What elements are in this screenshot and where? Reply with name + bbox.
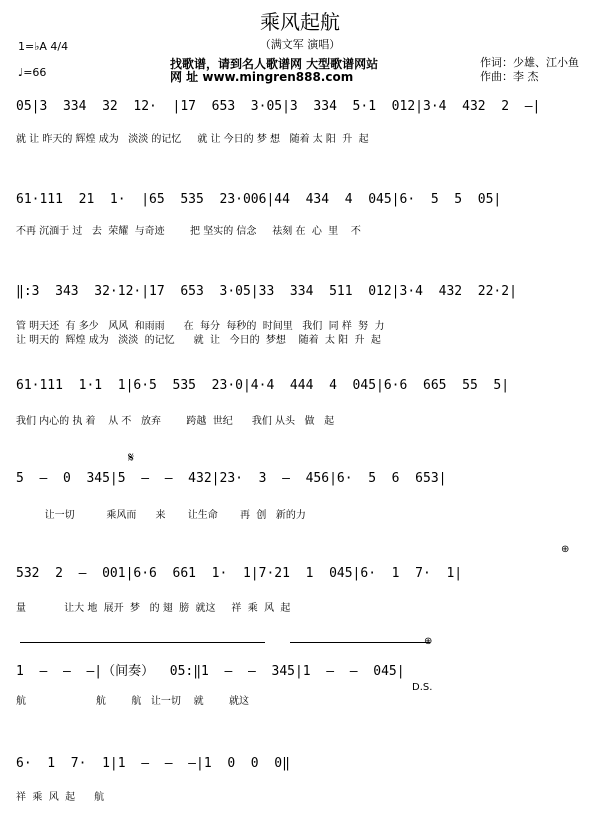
lyric-line: 量 让大 地 展开 梦 的 翅 膀 就这 祥 乘 风 起: [16, 603, 291, 614]
ds-marking: D.S.: [412, 682, 433, 693]
segno-sign: 𝄋: [128, 450, 135, 466]
coda-sign: ⊕: [561, 544, 570, 555]
notation-line: 532 2 – 001|6·6 661 1· 1|7·21 1 045|6· 1 7· 1|: [16, 566, 463, 581]
lyric-line: 祥 乘 风 起 航: [16, 792, 105, 803]
lyric-line: 不再 沉湎于 过 去 荣耀 与奇迹 把 坚实的 信念 祛刻 在 心 里 不: [16, 226, 361, 237]
key-signature: 1=♭A 4/4: [18, 40, 69, 53]
lyric-line: 航 航 航 让一切 就 就这: [16, 696, 250, 707]
lyricist-credit: 作词：少雄、江小鱼: [480, 56, 579, 69]
lyric-line: 就 让 昨天的 辉煌 成为 淡淡 的记忆 就 让 今日的 梦 想 随着 太 阳 升 起: [16, 134, 369, 145]
volta-bracket-2: [290, 642, 430, 643]
lyric-line: 我们 内心的 执 着 从 不 放弃 跨越 世纪 我们 从头 做 起: [16, 416, 335, 427]
tempo-marking: ♩=66: [18, 66, 47, 79]
notation-line: 5 – 0 345|5 – – 432|23· 3 – 456|6· 5 6 653|: [16, 471, 447, 486]
lyric-line: 让 明天的 辉煌 成为 淡淡 的记忆 就 让 今日的 梦想 随着 太 阳 升 起: [16, 335, 381, 346]
lyric-line: 管 明天还 有 多少 风风 和雨雨 在 每分 每秒的 时间里 我们 同 样 努 力: [16, 321, 385, 332]
volta-bracket-1: [20, 642, 265, 643]
song-title: 乘风起航: [260, 10, 340, 34]
notation-line: ‖:3 343 32·12·|17 653 3·05|33 334 511 012|3·4 432 22·2|: [16, 284, 517, 299]
notation-line: 05|3 334 32 12· |17 653 3·05|3 334 5·1 012|3·4 432 2 –|: [16, 99, 541, 114]
lyric-line: 让一切 乘风而 来 让生命 再 创 新的力: [16, 510, 306, 521]
website-ad-line: 找歌谱，请到名人歌谱网 大型歌谱网站: [170, 57, 379, 71]
website-url-line: 网 址 www.mingren888.com: [170, 70, 354, 84]
notation-line: 61·111 1·1 1|6·5 535 23·0|4·4 444 4 045|6·6 665 55 5|: [16, 378, 510, 393]
notation-line: 1 – – –|（间奏） 05:‖1 – – 345|1 – – 045|: [16, 664, 405, 679]
coda-sign: ⊕: [424, 636, 433, 647]
notation-line: 61·111 21 1· |65 535 23·006|44 434 4 045|6· 5 5 05|: [16, 192, 502, 207]
notation-line: 6· 1 7· 1|1 – – –|1 0 0 0‖: [16, 756, 290, 771]
composer-credit: 作曲：李 杰: [480, 70, 539, 83]
performer-line: （满文军 演唱）: [259, 38, 341, 51]
